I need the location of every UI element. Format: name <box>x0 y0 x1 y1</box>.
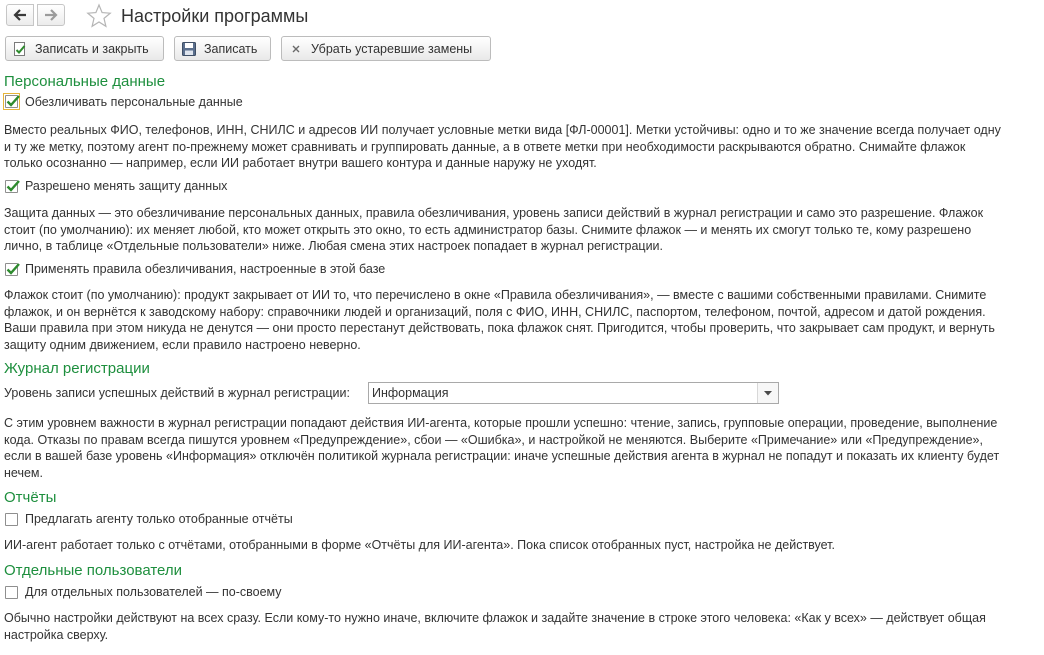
only-selected-reports-checkbox-row[interactable] <box>5 510 293 528</box>
checkmark-icon <box>5 261 21 277</box>
window-title: Настройки программы <box>121 6 309 26</box>
allow-change-description: Защита данных — это обезличивание персональных данных, правила обезличивания, уровень записи действий в журнал регистрации и само это разрешение. Флажок стоит (по умолчанию): их меняет любой, кто может открыть это окно, то есть администратор базы. Снимите флажок — и менять их смогут только те, кому разрешено лично, в таблице «Отдельные пользователи» ниже. Любая смена этих настроек попадает в журнал регистрации. <box>4 206 984 253</box>
log-level-select[interactable] <box>368 382 779 404</box>
per-user-label: Для отдельных пользователей — по-своему <box>25 585 282 599</box>
remove-obsolete-label: Убрать устаревшие замены <box>311 41 473 56</box>
per-user-checkbox-row[interactable] <box>5 583 282 601</box>
save-label: Записать <box>204 41 258 56</box>
only-selected-reports-description: ИИ-агент работает только с отчётами, отобранными в форме «Отчёты для ИИ-агента». Пока список отобранных пуст, настройка не действует. <box>4 538 835 552</box>
allow-change-checkbox-row[interactable] <box>5 177 227 195</box>
command-bar <box>0 36 1044 62</box>
per-user-checkbox[interactable] <box>5 586 18 599</box>
remove-obsolete-replacements-button[interactable] <box>281 36 491 61</box>
focus-frame <box>3 93 20 110</box>
title-bar <box>0 0 1044 32</box>
save-button[interactable] <box>174 36 271 61</box>
apply-rules-description: Флажок стоит (по умолчанию): продукт закрывает от ИИ то, что перечислено в окне «Правила обезличивания», — вместе с вашими собственными правилами. Снимите флажок, и он вернётся к заводскому набору: справочники людей и организаций, поля с ФИО, ИНН, СНИЛС, паспортом, телефоном, почтой, адресом и датой рождения. Ваши правила при этом никуда не денутся — они просто перестанут действовать, пока флажок снят. Пригодится, чтобы проверить, что закрывает сам продукт, и вернуть защиту одним движением, если правило настроено неверно. <box>4 288 995 352</box>
save-and-close-label: Записать и закрыть <box>35 41 149 56</box>
save-close-icon <box>12 41 28 57</box>
only-selected-reports-checkbox[interactable] <box>5 513 18 526</box>
section-personal-data-heading: Персональные данные <box>4 73 166 90</box>
per-user-description: Обычно настройки действуют на всех сразу. Если кому-то нужно иначе, включите флажок и задайте значение в строке этого человека: «Как у всех» — действует общая настройка сверху. <box>4 611 986 642</box>
anonymize-checkbox[interactable] <box>5 95 18 108</box>
save-and-close-button[interactable] <box>5 36 164 61</box>
section-journal-heading: Журнал регистрации <box>4 360 150 377</box>
arrow-left-icon <box>13 9 27 21</box>
apply-rules-label: Применять правила обезличивания, настроенные в этой базе <box>25 262 386 276</box>
chevron-down-icon <box>764 391 772 396</box>
anonymize-description: Вместо реальных ФИО, телефонов, ИНН, СНИЛС и адресов ИИ получает условные метки вида [ФЛ-00001]. Метки устойчивы: одно и то же значение всегда получает одну и ту же метку, поэтому агент по-прежнему может сравнивать и группировать данные, а в ответе метки при необходимости раскрываются обратно. Снимайте флажок только осознанно — например, если ИИ работает внутри вашего контура и данные наружу не уходят. <box>4 123 1001 170</box>
floppy-disk-icon <box>181 41 197 57</box>
anonymize-checkbox-row[interactable] <box>5 93 243 111</box>
back-button[interactable] <box>6 4 34 26</box>
only-selected-reports-label: Предлагать агенту только отобранные отчёты <box>25 512 293 526</box>
log-level-value: Информация <box>372 386 449 400</box>
checkmark-icon <box>5 93 21 109</box>
section-reports-heading: Отчёты <box>4 489 57 506</box>
log-level-description: С этим уровнем важности в журнал регистрации попадают действия ИИ-агента, которые прошли успешно: чтение, запись, групповые операции, проведение, выполнение кода. Отказы по правам всегда пишутся уровнем «Предупреждение», сбои — «Ошибка», и настройкой не меняются. Выберите «Примечание» или «Предупреждение», если в вашей базе уровень «Информация» отключён политикой журнала регистрации: иначе успешные действия агента в журнал не попадут и показать их клиенту будет нечем. <box>4 416 1000 480</box>
log-level-label: Уровень записи успешных действий в журнал регистрации: <box>4 386 350 400</box>
forward-button[interactable] <box>37 4 65 26</box>
apply-rules-checkbox[interactable] <box>5 263 18 276</box>
allow-change-label: Разрешено менять защиту данных <box>25 179 228 193</box>
section-users-heading: Отдельные пользователи <box>4 562 183 579</box>
close-icon <box>288 41 304 57</box>
dropdown-button[interactable] <box>757 383 778 403</box>
favorite-star-icon[interactable] <box>86 3 112 29</box>
allow-change-checkbox[interactable] <box>5 180 18 193</box>
apply-rules-checkbox-row[interactable] <box>5 260 385 278</box>
log-level-field <box>4 382 784 404</box>
anonymize-label: Обезличивать персональные данные <box>25 95 243 109</box>
checkmark-icon <box>5 178 21 194</box>
arrow-right-icon <box>44 9 58 21</box>
